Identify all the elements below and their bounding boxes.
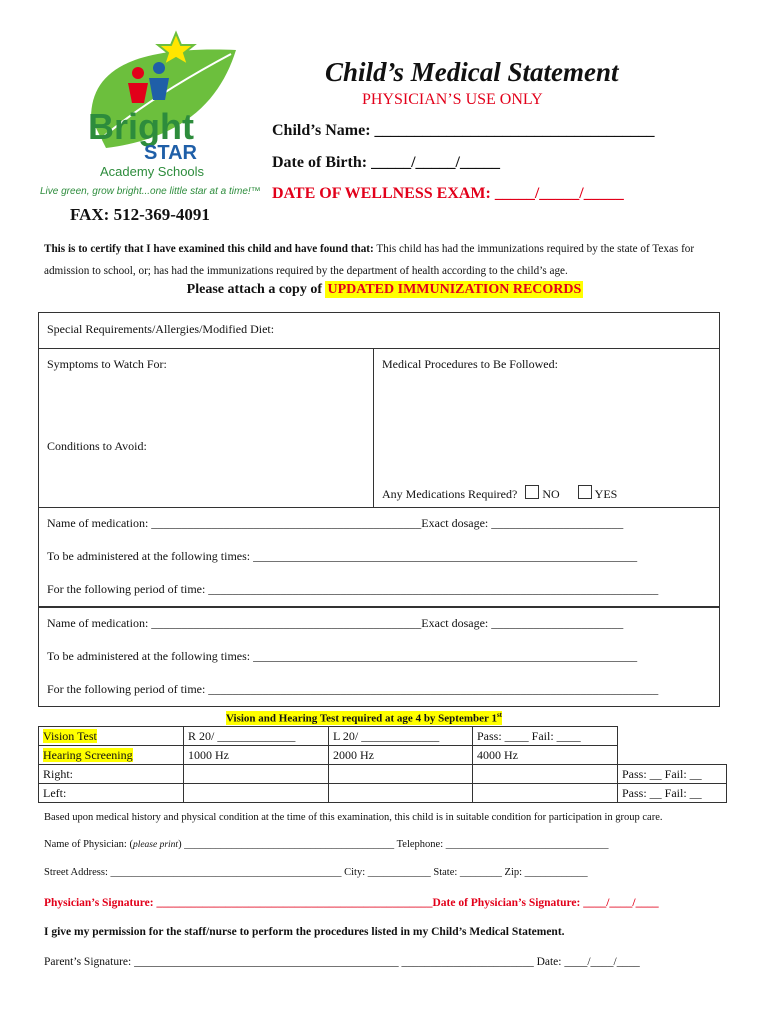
procedures-box[interactable] <box>373 348 720 508</box>
physician-name-label: Name of Physician: ( <box>44 839 133 850</box>
suitability-statement: Based upon medical history and physical condition at the time of this examination, this child is in suitable condition for participation in group care. <box>44 812 663 823</box>
physician-signature-row[interactable]: Physician’s Signature: ________________________________________________Date of Physician’s Signature: ____/____/____ <box>44 897 659 909</box>
physician-name-row[interactable] <box>44 839 609 850</box>
medication-2-box <box>38 607 720 707</box>
medication-2-name-field[interactable]: Name of medication: _____________________________________________Exact dosage: ______________________ <box>47 616 624 630</box>
table-row <box>39 727 727 746</box>
left-label: Left: <box>39 784 184 803</box>
hearing-cell <box>39 746 184 765</box>
attach-records-notice <box>0 282 770 298</box>
childs-name-field[interactable]: Child’s Name: ___________________________________ <box>272 122 655 139</box>
left-1000-field[interactable] <box>184 784 329 803</box>
vision-hearing-table <box>38 726 727 803</box>
fax-number: FAX: 512-369-4091 <box>70 205 210 224</box>
parent-signature-row[interactable]: Parent’s Signature: ______________________________________________ _______________________ Date: ____/____/____ <box>44 956 640 968</box>
medication-1-times-field[interactable]: To be administered at the following times: ________________________________________________________________ <box>47 549 638 563</box>
medication-1-name-field[interactable]: Name of medication: _____________________________________________Exact dosage: ______________________ <box>47 516 624 530</box>
vision-test-label: Vision Test <box>43 728 97 743</box>
please-print-note: please print <box>132 840 179 850</box>
vision-hearing-heading-sup: st <box>496 711 503 719</box>
special-requirements-box[interactable] <box>38 312 720 349</box>
logo-tagline: Live green, grow bright...one little star at a time!™ <box>40 186 261 197</box>
medications-required-label: Any Medications Required? <box>382 487 518 501</box>
right-4000-field[interactable] <box>473 765 618 784</box>
symptoms-label: Symptoms to Watch For: <box>47 357 167 371</box>
left-pass-fail-field[interactable]: Pass: __ Fail: __ <box>618 784 727 803</box>
attach-prefix: Please attach a copy of <box>186 282 326 297</box>
yes-checkbox[interactable] <box>578 485 592 499</box>
right-1000-field[interactable] <box>184 765 329 784</box>
brand-bright: Bright <box>88 106 194 147</box>
page-subtitle: PHYSICIAN’S USE ONLY <box>362 91 543 108</box>
vision-pass-fail-field[interactable]: Pass: ____ Fail: ____ <box>473 727 618 746</box>
medication-1-box <box>38 507 720 607</box>
left-4000-field[interactable] <box>473 784 618 803</box>
physician-name-telephone: ) ________________________________________ Telephone: _______________________________ <box>178 839 609 850</box>
street-address-row[interactable]: Street Address: ____________________________________________ City: ____________ State: ________ Zip: ____________ <box>44 867 588 878</box>
medication-1-period-field[interactable]: For the following period of time: ___________________________________________________________________________ <box>47 582 659 596</box>
right-2000-field[interactable] <box>329 765 473 784</box>
vision-hearing-heading-text: Vision and Hearing Test required at age 4 by September 1 <box>226 712 497 725</box>
table-row <box>39 765 727 784</box>
parent-permission-statement: I give my permission for the staff/nurse to perform the procedures listed in my Child’s Medical Statement. <box>44 926 565 938</box>
certification-rest: This child has had the immunizations required by the state of Texas for admission to school, or; has had the immunizations required by the department of health according to the child’s age. <box>44 243 695 277</box>
yes-label: YES <box>594 487 618 501</box>
immunization-records-highlight: UPDATED IMMUNIZATION RECORDS <box>327 282 582 297</box>
hz2000-cell: 2000 Hz <box>329 746 473 765</box>
conditions-label: Conditions to Avoid: <box>47 439 147 453</box>
r20-field[interactable]: R 20/ _____________ <box>184 727 329 746</box>
symptoms-box[interactable] <box>38 348 374 508</box>
hz4000-cell: 4000 Hz <box>473 746 618 765</box>
l20-field[interactable]: L 20/ _____________ <box>329 727 473 746</box>
table-row <box>39 746 727 765</box>
special-requirements-label: Special Requirements/Allergies/Modified Diet: <box>47 322 275 336</box>
certification-text <box>44 238 734 282</box>
right-label: Right: <box>39 765 184 784</box>
vision-hearing-heading <box>226 711 502 725</box>
hz1000-cell: 1000 Hz <box>184 746 329 765</box>
procedures-label: Medical Procedures to Be Followed: <box>382 357 558 371</box>
medications-required-row <box>382 485 617 502</box>
brightstar-logo <box>36 28 276 208</box>
brand-academy: Academy Schools <box>100 164 205 179</box>
medication-2-times-field[interactable]: To be administered at the following times: ________________________________________________________________ <box>47 649 638 663</box>
hearing-screening-label: Hearing Screening <box>43 747 133 762</box>
date-of-birth-field[interactable]: Date of Birth: _____/_____/_____ <box>272 154 500 171</box>
brand-star: STAR <box>144 142 197 164</box>
left-2000-field[interactable] <box>329 784 473 803</box>
no-label: NO <box>542 487 560 501</box>
vision-test-cell <box>39 727 184 746</box>
table-row <box>39 784 727 803</box>
wellness-exam-date-field[interactable]: DATE OF WELLNESS EXAM: _____/_____/_____ <box>272 185 624 202</box>
certification-bold: This is to certify that I have examined this child and have found that: <box>44 243 374 255</box>
right-pass-fail-field[interactable]: Pass: __ Fail: __ <box>618 765 727 784</box>
medication-2-period-field[interactable]: For the following period of time: ___________________________________________________________________________ <box>47 682 659 696</box>
page-title: Child’s Medical Statement <box>325 57 619 87</box>
no-checkbox[interactable] <box>525 485 539 499</box>
